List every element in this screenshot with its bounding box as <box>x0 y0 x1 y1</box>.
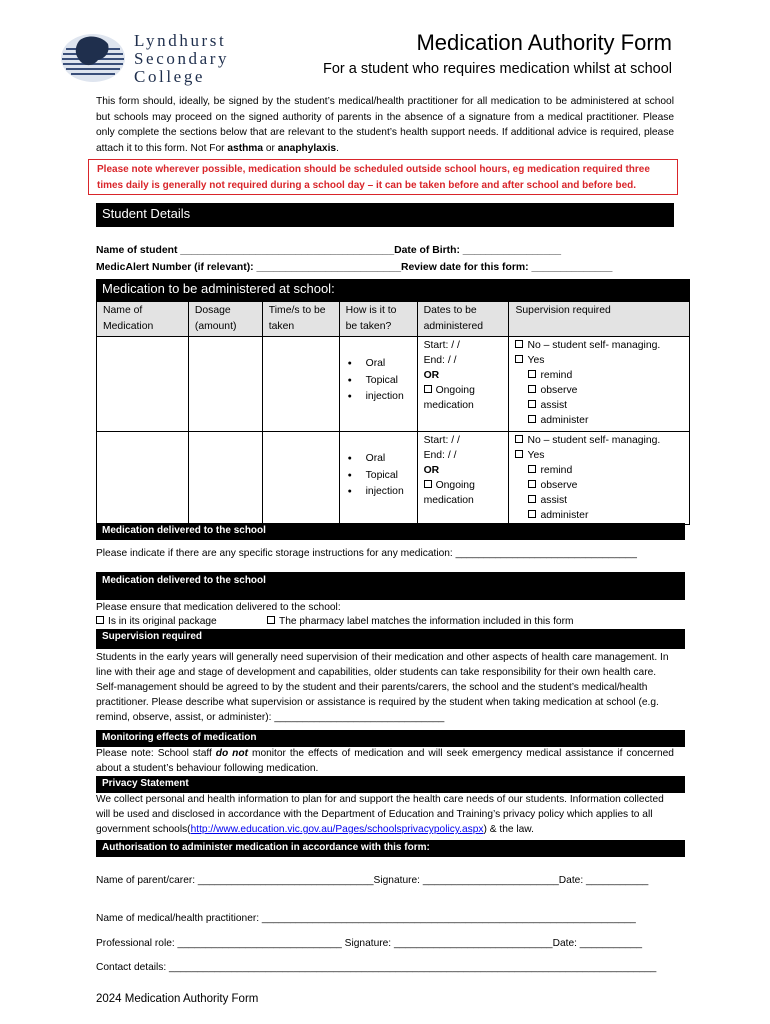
practitioner-name-field[interactable]: Name of medical/health practitioner: __________________________________________________________________ <box>96 913 636 924</box>
privacy-heading: Privacy Statement <box>96 776 685 793</box>
col-header-name: Name of Medication <box>97 302 189 337</box>
checkbox[interactable] <box>96 616 104 624</box>
dates-cell[interactable] <box>417 337 509 432</box>
college-logo <box>58 28 258 88</box>
route-oral[interactable]: ● Oral <box>346 356 411 373</box>
route-injection[interactable]: ● injection <box>346 484 411 501</box>
dosage-cell[interactable] <box>188 432 262 525</box>
route-oral[interactable]: ● Oral <box>346 451 411 468</box>
supervision-heading: Supervision required <box>96 629 685 649</box>
checkbox[interactable] <box>528 385 536 393</box>
ongoing-checkbox[interactable] <box>424 385 432 393</box>
checkbox[interactable] <box>528 480 536 488</box>
monitoring-heading: Monitoring effects of medication <box>96 730 685 747</box>
privacy-text: We collect personal and health information to plan for and support the health care needs of our students. Information collected will be used and disclosed in accordance with the Department of Education and Training’s privacy policy which applies to all government schools(http://www.education.vic.gov.au/Pages/schoolsprivacypolicy.aspx) & the law. <box>96 794 664 835</box>
dosage-cell[interactable] <box>188 337 262 432</box>
route-topical[interactable]: ● Topical <box>346 373 411 390</box>
page-footer: 2024 Medication Authority Form <box>96 993 259 1005</box>
medicalert-review-field[interactable]: MedicAlert Number (if relevant): _________________________Review date for this form: ______________ <box>96 262 613 273</box>
parent-signature-field[interactable]: Name of parent/carer: _______________________________Signature: ________________________Date: ___________ <box>96 875 649 886</box>
medication-name-cell[interactable] <box>97 337 189 432</box>
checkbox[interactable] <box>267 616 275 624</box>
administer-option[interactable]: administer <box>515 508 683 523</box>
checkbox[interactable] <box>515 340 523 348</box>
col-header-dates: Dates to be administered <box>417 302 509 337</box>
logo-line-2: Secondary <box>134 49 230 68</box>
professional-role-field[interactable]: Professional role: _____________________________ Signature: ____________________________Date: ___________ <box>96 938 643 949</box>
logo-line-3: College <box>134 67 206 86</box>
route-cell[interactable] <box>339 432 417 525</box>
observe-option[interactable]: observe <box>515 478 683 493</box>
or-label: OR <box>423 370 440 381</box>
monitoring-text: Please note: School staff do not monitor the effects of medication and will seek emergency medical assistance if concerned about a student’s behaviour following medication. <box>96 748 674 774</box>
pharmacy-label-option[interactable]: The pharmacy label matches the information included in this form <box>267 614 573 629</box>
end-date-field[interactable]: End: / / <box>423 450 457 461</box>
col-header-route: How is it to be taken? <box>339 302 417 337</box>
yes-option[interactable]: Yes <box>515 353 683 368</box>
scheduling-warning: Please note wherever possible, medication should be scheduled outside school hours, eg medication required three times daily is generally not required during a school day – it can be taken before and after school and before bed. <box>88 159 678 195</box>
delivery-heading: Medication delivered to the school <box>96 572 685 600</box>
self-managing-option[interactable]: No – student self- managing. <box>515 433 683 448</box>
original-package-option[interactable]: Is in its original package <box>96 614 217 629</box>
administer-option[interactable]: administer <box>515 413 683 428</box>
checkbox[interactable] <box>515 450 523 458</box>
student-details-heading: Student Details <box>96 203 674 227</box>
student-name-dob-field[interactable]: Name of student _____________________________________Date of Birth: _________________ <box>96 245 562 256</box>
form-title: Medication Authority Form <box>416 30 672 55</box>
start-date-field[interactable]: Start: / / <box>423 435 460 446</box>
dates-cell[interactable] <box>417 432 509 525</box>
assist-option[interactable]: assist <box>515 493 683 508</box>
or-label: OR <box>423 465 440 476</box>
checkbox[interactable] <box>528 495 536 503</box>
table-header-row <box>97 302 690 337</box>
remind-option[interactable]: remind <box>515 463 683 478</box>
assist-option[interactable]: assist <box>515 398 683 413</box>
supervision-text[interactable]: Students in the early years will generally need supervision of their medication and other aspects of health care management. In line with their age and stage of development and capabilities, older students can take responsibility for their own health care. Self-management should be agreed to by the student and their parents/carers, the school and the student’s medical/health practitioner. Please describe what supervision or assistance is required by the student when taking medication at school (e.g. remind, observe, assist, or administer): ______________________________ <box>96 652 669 723</box>
ongoing-option[interactable]: Ongoing medication <box>423 480 475 506</box>
checkbox[interactable] <box>528 510 536 518</box>
checkbox[interactable] <box>528 370 536 378</box>
supervision-cell <box>509 337 690 432</box>
col-header-dosage: Dosage (amount) <box>188 302 262 337</box>
self-managing-option[interactable]: No – student self- managing. <box>515 338 683 353</box>
route-injection[interactable]: ● injection <box>346 389 411 406</box>
route-cell[interactable] <box>339 337 417 432</box>
ongoing-checkbox[interactable] <box>424 480 432 488</box>
time-cell[interactable] <box>262 432 339 525</box>
storage-instructions-field[interactable]: Please indicate if there are any specific storage instructions for any medication: ________________________________ <box>96 548 637 559</box>
intro-paragraph: This form should, ideally, be signed by the student’s medical/health practitioner for all medication to be administered at school but schools may proceed on the signed authority of parents in the absence of a signature from a medical practitioner. Please only complete the sections below that are relevant to the student’s health support needs. If additional advice is required, please attach it to this form. Not For asthma or anaphylaxis. <box>96 96 674 154</box>
time-cell[interactable] <box>262 337 339 432</box>
checkbox[interactable] <box>528 465 536 473</box>
checkbox[interactable] <box>515 355 523 363</box>
observe-option[interactable]: observe <box>515 383 683 398</box>
table-row <box>97 337 690 432</box>
medication-table <box>96 301 690 525</box>
form-subtitle: For a student who requires medication whilst at school <box>323 61 672 77</box>
checkbox[interactable] <box>528 415 536 423</box>
checkbox[interactable] <box>515 435 523 443</box>
storage-heading: Medication delivered to the school <box>96 523 685 540</box>
table-row <box>97 432 690 525</box>
medication-heading: Medication to be administered at school: <box>96 279 690 301</box>
logo-line-1: Lyndhurst <box>134 31 227 50</box>
route-topical[interactable]: ● Topical <box>346 468 411 485</box>
medication-name-cell[interactable] <box>97 432 189 525</box>
ongoing-option[interactable]: Ongoing medication <box>423 385 475 411</box>
delivery-text: Please ensure that medication delivered to the school: <box>96 602 341 613</box>
col-header-supervision: Supervision required <box>509 302 690 337</box>
start-date-field[interactable]: Start: / / <box>423 340 460 351</box>
checkbox[interactable] <box>528 400 536 408</box>
end-date-field[interactable]: End: / / <box>423 355 457 366</box>
privacy-policy-link[interactable]: http://www.education.vic.gov.au/Pages/schoolsprivacypolicy.aspx <box>190 824 484 835</box>
remind-option[interactable]: remind <box>515 368 683 383</box>
authorisation-heading: Authorisation to administer medication in accordance with this form: <box>96 840 685 857</box>
college-crest-icon <box>58 28 128 88</box>
yes-option[interactable]: Yes <box>515 448 683 463</box>
contact-details-field[interactable]: Contact details: ______________________________________________________________________________________ <box>96 962 657 973</box>
col-header-time: Time/s to be taken <box>262 302 339 337</box>
supervision-cell <box>509 432 690 525</box>
